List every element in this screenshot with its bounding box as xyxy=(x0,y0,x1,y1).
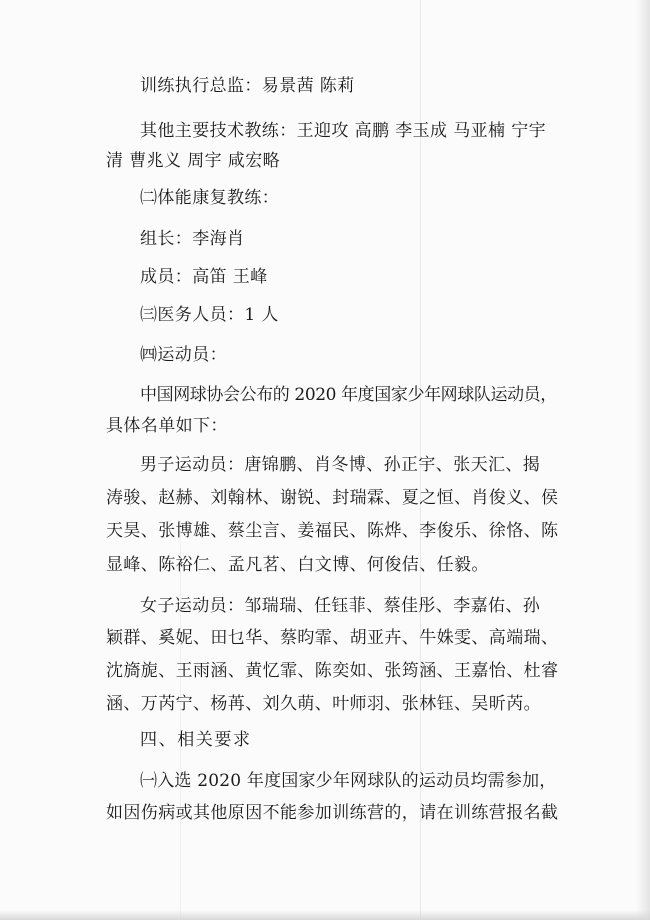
text-line-members: 成员：高笛 王峰 xyxy=(140,267,268,287)
text-line-group-leader: 组长：李海肖 xyxy=(140,229,245,249)
paper-crease xyxy=(180,520,181,920)
text-line-female-athletes: 女子运动员：邹瑞瑞、任钰菲、蔡佳彤、李嘉佑、孙 xyxy=(140,596,541,616)
section-heading-requirements: 四、相关要求 xyxy=(140,730,252,750)
page-edge-shadow xyxy=(0,910,650,920)
text-line-tech-coaches: 其他主要技术教练：王迎攻 高鹏 李玉成 马亚楠 宁宇 xyxy=(140,121,547,141)
text-line-male-athletes-3: 天昊、张博雄、蔡尘言、姜福民、陈烨、李俊乐、徐恪、陈 xyxy=(106,521,559,541)
text-line-requirement-1: ㈠入选 2020 年度国家少年网球队的运动员均需参加， xyxy=(140,771,557,791)
text-line-training-director: 训练执行总监：易景茜 陈莉 xyxy=(140,76,355,96)
text-line-male-athletes-4: 显峰、陈裕仁、孟凡茗、白文博、何俊佶、任毅。 xyxy=(106,555,489,575)
text-line-tech-coaches-cont: 清 曹兆义 周宇 咸宏略 xyxy=(106,151,281,171)
text-line-announcement: 中国网球协会公布的 2020 年度国家少年网球队运动员， xyxy=(140,385,557,405)
text-line-fitness-heading: ㈡体能康复教练： xyxy=(140,188,280,208)
text-line-medical-staff: ㈢医务人员：1 人 xyxy=(140,305,279,325)
text-line-male-athletes: 男子运动员：唐锦鹏、肖冬博、孙正宇、张天汇、揭 xyxy=(140,455,541,475)
page-edge-shadow xyxy=(636,0,650,920)
text-line-male-athletes-2: 涛骏、赵赫、刘翰林、谢锐、封瑞霖、夏之恒、肖俊义、侯 xyxy=(106,488,559,508)
text-line-female-athletes-2: 颖群、奚妮、田乜华、蔡昀霏、胡亚卉、牛姝雯、高端瑞、 xyxy=(106,628,559,648)
text-line-female-athletes-4: 涵、万芮宁、杨苒、刘久萌、叶师羽、张林钰、吴昕芮。 xyxy=(106,694,541,714)
text-line-female-athletes-3: 沈旖旎、王雨涵、黄忆霏、陈奕如、张筠涵、王嘉怡、杜睿 xyxy=(106,661,559,681)
text-line-athletes-heading: ㈣运动员： xyxy=(140,345,227,365)
text-line-announcement-cont: 具体名单如下： xyxy=(106,416,228,436)
text-line-requirement-1-cont: 如因伤病或其他原因不能参加训练营的，请在训练营报名截 xyxy=(106,803,559,823)
